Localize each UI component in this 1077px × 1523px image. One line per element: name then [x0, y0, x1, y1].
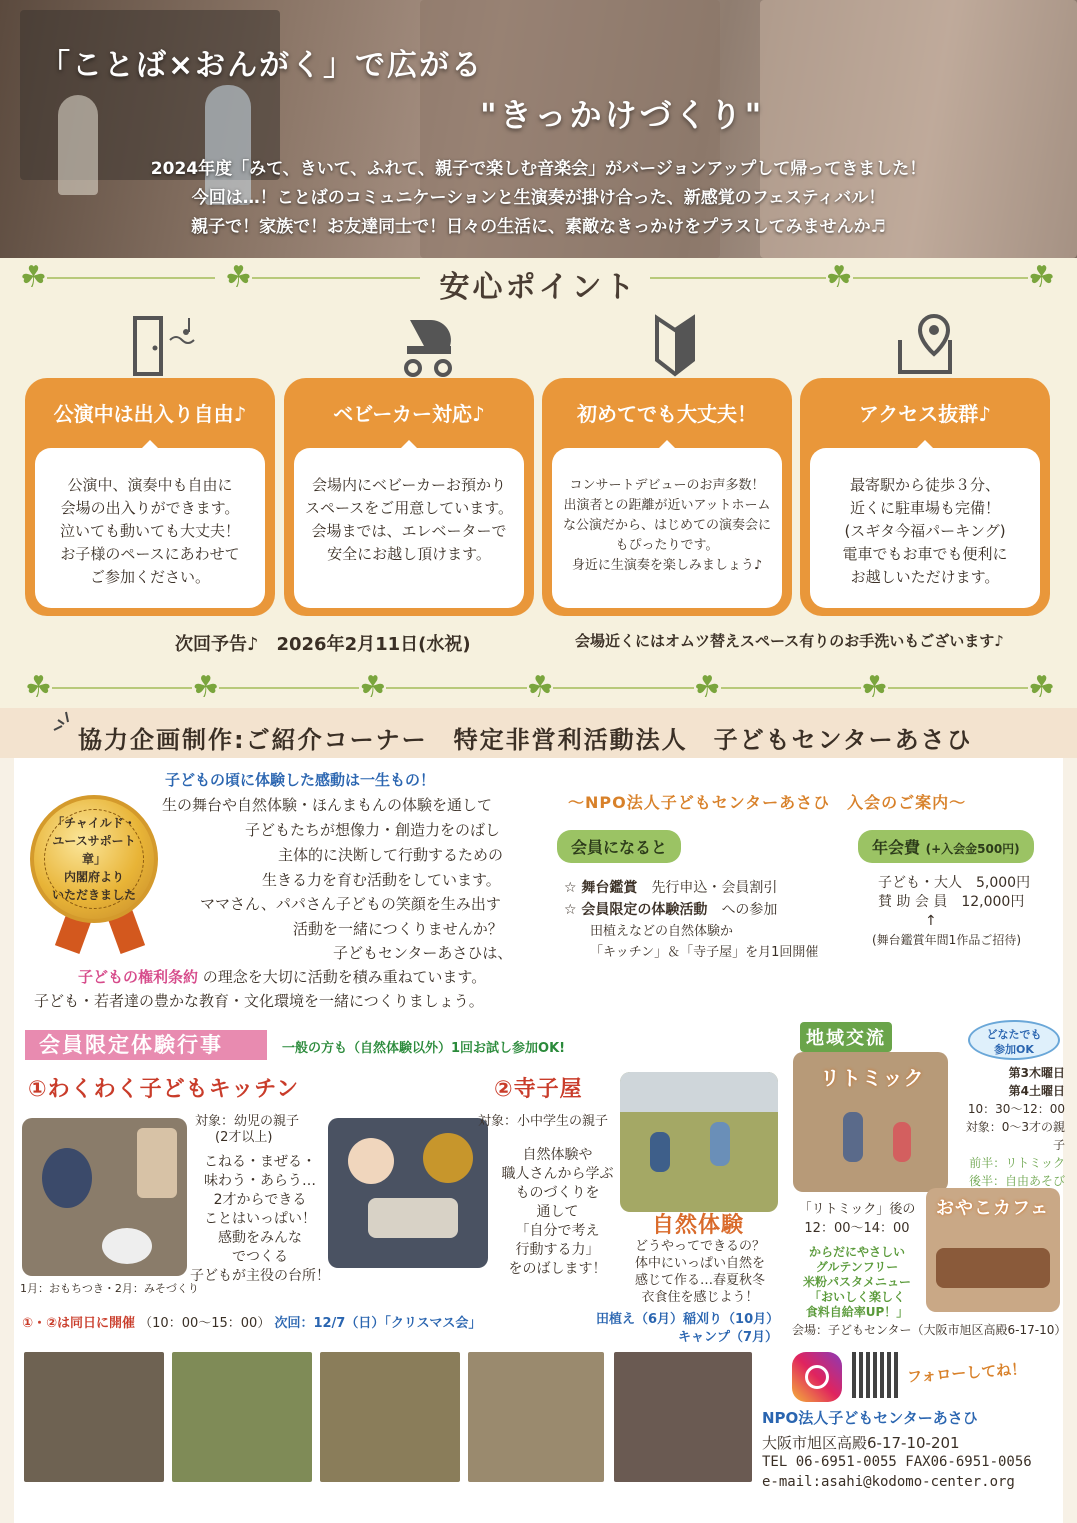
- photo-shape: [936, 1248, 1050, 1288]
- next-notice: 次回予告♪ 2026年2月11日(水祝): [175, 634, 471, 655]
- hero-line: 2024年度「みて、きいて、ふれて、親子で楽しむ音楽会」がバージョンアップして帰ってきました！: [150, 159, 927, 179]
- activity-photo-5: [614, 1352, 752, 1482]
- npo-intro-headline: [165, 768, 435, 793]
- card-line: 近くに駐車場も完備！: [849, 499, 1000, 517]
- next-event: 次回：12/7（日）「クリスマス会」: [274, 1316, 482, 1331]
- badge-line: 参加OK: [994, 1043, 1034, 1056]
- member-pill: 会員になると: [557, 830, 681, 863]
- door-music-icon: [125, 310, 205, 380]
- card-title: ベビーカー対応♪: [333, 402, 485, 426]
- photo-shape: [650, 1132, 670, 1172]
- follow-label: フォローしてね！: [906, 1359, 1027, 1387]
- desc-line: 自然体験や: [522, 1147, 593, 1163]
- npo-intro-line: 生の舞台や自然体験・ほんまもんの体験を通して: [162, 796, 493, 814]
- desc-line: 子どもが主役の台所！: [190, 1268, 330, 1284]
- photo-shape: [137, 1128, 177, 1198]
- terakoya-title: ②寺子屋: [494, 1077, 583, 1102]
- clover-icon: ☘: [25, 670, 52, 705]
- ritomic-label: リトミック: [820, 1066, 925, 1090]
- kitchen-title: ①わくわく子どもキッチン: [28, 1077, 300, 1102]
- card-body: [552, 448, 782, 608]
- clover-icon: ☘: [1028, 260, 1055, 295]
- activity-photo-3: [320, 1352, 460, 1482]
- activity-photo-1: [24, 1352, 164, 1482]
- nature-title: 自然体験: [652, 1213, 745, 1238]
- benefit-rest: 先行申込・会員割引: [651, 880, 778, 896]
- clover-icon: ☘: [1028, 670, 1056, 705]
- info-line: 第4土曜日: [1008, 1084, 1065, 1098]
- benefit-line: 「キッチン」＆「寺子屋」を月1回開催: [590, 945, 819, 960]
- npo-intro-rights: [78, 965, 486, 990]
- chiiki-title: 地域交流: [800, 1022, 892, 1052]
- clover-icon: ☘: [359, 670, 387, 705]
- medal-line: 内閣府より: [63, 870, 124, 884]
- contact-tel: TEL 06-6951-0055 FAX06-6951-0056: [762, 1454, 1032, 1470]
- kitchen-target-age: (2才以上): [215, 1130, 273, 1145]
- desc-line: 味わう・あらう…: [204, 1173, 316, 1189]
- same-day-note: [22, 1312, 481, 1331]
- card-line: スペースをご用意しています。: [304, 499, 514, 517]
- desc-line: ことはいっぱい！: [204, 1211, 316, 1227]
- desc-line: 衣食住を感じよう！: [641, 1290, 759, 1305]
- card-body: [810, 448, 1040, 608]
- card-line: 身近に生演奏を楽しみましょう♪: [571, 558, 763, 573]
- photo-shape: [102, 1228, 152, 1264]
- desc-line: 体中にいっぱい自然を: [634, 1256, 765, 1271]
- vine-divider-bottom: [25, 670, 1056, 705]
- npo-intro-last: 子ども・若者達の豊かな教育・文化環境を一緒につくりましょう。: [34, 992, 484, 1010]
- gentei-sub: 一般の方も（自然体験以外）1回お試し参加OK!: [282, 1041, 566, 1056]
- card-title: 初めてでも大丈夫！: [577, 402, 757, 426]
- npo-intro-line: 活動を一緒につくりませんか？: [293, 920, 503, 938]
- menu-line: 米粉パスタメニュー: [802, 1275, 911, 1289]
- badge-line: どなたでも: [986, 1028, 1042, 1041]
- clover-icon: ☘: [825, 260, 853, 295]
- kitchen-caption: 1月：おもちつき・2月：みそづくり: [20, 1282, 199, 1295]
- card-line: 公演中、演奏中も自由に: [67, 476, 233, 494]
- clover-icon: ☘: [192, 670, 220, 705]
- desc-line: こねる・まぜる・: [204, 1154, 316, 1170]
- card-line: お越しいただけます。: [850, 568, 1000, 586]
- beginner-mark-icon: [635, 310, 715, 380]
- card-body: [294, 448, 524, 608]
- desc-line: 「自分で考え: [515, 1223, 600, 1239]
- activity-photo-2: [172, 1352, 312, 1482]
- medal-line: 「チャイルド・: [52, 816, 136, 830]
- kyoryoku-title: 協力企画制作:ご紹介コーナー 特定非営利活動法人 子どもセンターあさひ: [78, 726, 973, 754]
- card-line: 会場内にベビーカーお預かり: [311, 476, 507, 494]
- card-line: 電車でもお車でも便利に: [842, 545, 1008, 563]
- npo-intro-line: 主体的に決断して行動するための: [278, 846, 504, 864]
- anshin-card-entry: [25, 378, 275, 616]
- kitchen-target: 対象：幼児の親子: [195, 1114, 300, 1129]
- cafe-line: 12：00～14：00: [804, 1221, 910, 1236]
- desc-line: どうやってできるの？: [634, 1239, 765, 1254]
- contact-email[interactable]: e-mail:asahi@kodomo-center.org: [762, 1474, 1015, 1490]
- card-line: 最寄駅から徒歩３分、: [849, 476, 1000, 494]
- benefit-stage: [564, 877, 777, 899]
- anshin-title: 安心ポイント: [439, 270, 638, 305]
- card-title: 公演中は出入り自由♪: [53, 402, 247, 426]
- photo-shape: [893, 1122, 911, 1162]
- card-title: アクセス抜群♪: [858, 402, 992, 426]
- card-line: な公演だから、はじめての演奏会に: [562, 518, 771, 533]
- cafe-time: [792, 1200, 922, 1238]
- nature-desc: [615, 1238, 785, 1306]
- instagram-ring: [805, 1365, 829, 1389]
- clover-icon: ☘: [693, 670, 721, 705]
- medal-text: [44, 809, 144, 909]
- card-line: 安全にお越し頂けます。: [327, 545, 491, 563]
- card-body: [35, 448, 265, 608]
- card-line: (スギタ今福パーキング): [844, 522, 1006, 540]
- benefit-line: 田植えなどの自然体験か: [590, 924, 734, 939]
- medal-line: いただきました: [51, 888, 136, 902]
- info-line: 10：30～12：00: [967, 1102, 1065, 1116]
- sparkle-icon: [50, 708, 80, 738]
- desc-line: 行動する力」: [515, 1242, 600, 1258]
- benefit-rest: への参加: [721, 902, 778, 918]
- info-line: 対象：0～3才の親子: [965, 1120, 1065, 1152]
- menu-line: 「おいしく楽しく: [808, 1290, 905, 1304]
- npo-intro-line: 子どもセンターあさひは、: [333, 944, 513, 962]
- desc-line: 感動をみんな: [218, 1230, 302, 1246]
- hero-banner: [0, 0, 1077, 258]
- same-day-label: ①・②は同日に開催: [22, 1316, 136, 1331]
- card-line: コンサートデビューのお声多数！: [569, 478, 765, 493]
- desc-line: をのばします！: [508, 1261, 607, 1277]
- fee-pill-label: 年会費: [872, 838, 921, 857]
- child-youth-support-medal: [30, 795, 158, 923]
- photo-shape: [710, 1122, 730, 1166]
- hero-title-line2: "きっかけづくり": [480, 96, 765, 134]
- intro-headline: 子どもの頃に体験した感動は一生もの！: [165, 771, 436, 789]
- menu-line: グルテンフリー: [815, 1260, 899, 1274]
- desc-line: 2才からできる: [213, 1192, 307, 1208]
- kitchen-desc: [185, 1153, 335, 1286]
- card-line: 会場の出入りができます。: [60, 499, 240, 517]
- card-line: もぴったりです。: [615, 538, 719, 553]
- menu-line: からだにやさしい: [808, 1245, 905, 1259]
- npo-intro-line: 生きる力を育む活動をしています。: [262, 871, 501, 889]
- photo-shape: [620, 1072, 778, 1112]
- clover-icon: ☘: [526, 670, 554, 705]
- nyukai-title: ～NPO法人子どもセンターあさひ 入会のご案内～: [568, 793, 967, 812]
- fee-pill-note: (+入会金500円): [925, 842, 1020, 856]
- stroller-icon: [385, 310, 465, 380]
- cafe-label: おやこカフェ: [936, 1198, 1050, 1219]
- fee-pill: [858, 830, 1034, 863]
- qr-code-icon[interactable]: [852, 1352, 898, 1398]
- medal-line: ユースサポート章」: [52, 834, 136, 866]
- hero-line: 今回は…！ことばのコミュニケーションと生演奏が掛け合った、新感覚のフェスティバル！: [191, 188, 886, 208]
- card-line: 会場までは、エレベーターで: [311, 522, 507, 540]
- card-line: ご参加ください。: [89, 568, 210, 586]
- chiiki-venue: 会場：子どもセンター（大阪市旭区高殿6-17-10）: [792, 1323, 1067, 1337]
- gentei-title: 会員限定体験行事: [25, 1030, 267, 1060]
- anshin-card-stroller: [284, 378, 534, 616]
- desc-line: ものづくりを: [515, 1185, 600, 1201]
- menu-line: 食料自給率UP！」: [805, 1305, 909, 1319]
- rights-highlight: 子どもの権利条約: [78, 968, 199, 986]
- desc-line: 職人さんから学ぶ: [501, 1166, 614, 1182]
- nature-schedule: 田植え（6月）稲刈り（10月）: [596, 1312, 780, 1327]
- anyone-ok-badge: [968, 1020, 1060, 1060]
- nature-schedule: キャンプ（7月）: [678, 1330, 779, 1345]
- hero-line: 親子で！家族で！お友達同士で！日々の生活に、素敵なきっかけをプラスしてみませんか♬: [191, 217, 886, 237]
- info-line: 第3木曜日: [1008, 1066, 1065, 1080]
- npo-intro-line: ママさん、パパさん子どもの笑顔を生み出す: [200, 895, 501, 913]
- desc-line: でつくる: [232, 1249, 288, 1265]
- terakoya-photo: [328, 1118, 488, 1268]
- benefit-activity: [564, 899, 777, 921]
- anshin-card-access: [800, 378, 1050, 616]
- card-line: 出演者との距離が近いアットホーム: [563, 498, 771, 513]
- contact-address: 大阪市旭区高殿6-17-10-201: [762, 1434, 960, 1452]
- rights-rest: の理念を大切に活動を積み重ねています。: [202, 968, 487, 986]
- fee-line: ↑: [925, 913, 937, 929]
- clover-icon: ☘: [20, 260, 47, 295]
- map-pin-icon: [890, 310, 970, 380]
- card-line: 泣いても動いても大丈夫！: [59, 522, 240, 540]
- desc-line: 感じて作る…春夏秋冬: [634, 1273, 765, 1288]
- benefit-bold: ☆ 舞台鑑賞: [564, 880, 638, 896]
- npo-intro-line: 子どもたちが想像力・創造力をのばし: [245, 821, 501, 839]
- terakoya-desc: [495, 1146, 620, 1279]
- clover-icon: ☘: [225, 260, 252, 295]
- activity-photo-4: [468, 1352, 604, 1482]
- same-day-time: （10：00～15：00）: [139, 1316, 271, 1331]
- photo-shape: [42, 1148, 92, 1208]
- desc-line: 通して: [536, 1204, 579, 1220]
- kitchen-photo: [22, 1118, 187, 1276]
- info-line: 前半：リトミック: [969, 1156, 1065, 1170]
- hero-title-line1: 「ことば×おんがく」で広がる: [40, 48, 484, 83]
- card-line: お子様のペースにあわせて: [60, 545, 240, 563]
- photo-shape: [368, 1198, 458, 1238]
- benefit-bold: ☆ 会員限定の体験活動: [564, 902, 708, 918]
- contact-name: NPO法人子どもセンターあさひ: [762, 1409, 978, 1427]
- cafe-line: 「リトミック」後の: [798, 1202, 916, 1217]
- fee-line: 賛 助 会 員 12,000円: [878, 894, 1025, 910]
- instagram-icon[interactable]: [792, 1352, 842, 1402]
- omutsu-notice: 会場近くにはオムツ替えスペース有りのお手洗いもございます♪: [575, 632, 1004, 650]
- nature-photo: [620, 1072, 778, 1212]
- fee-line: 子ども・大人 5,000円: [878, 875, 1031, 891]
- photo-shape: [348, 1138, 394, 1184]
- info-line: 後半：自由あそび: [968, 1174, 1065, 1188]
- photo-shape: [423, 1133, 473, 1183]
- ritomic-info: [955, 1064, 1065, 1190]
- cafe-menu: [792, 1245, 922, 1320]
- terakoya-target: 対象：小中学生の親子: [478, 1114, 609, 1129]
- clover-icon: ☘: [860, 670, 888, 705]
- photo-shape: [843, 1112, 863, 1162]
- hero-description: [0, 155, 1077, 242]
- fee-line: (舞台鑑賞年間1作品ご招待): [872, 933, 1021, 947]
- anshin-card-beginner: [542, 378, 792, 616]
